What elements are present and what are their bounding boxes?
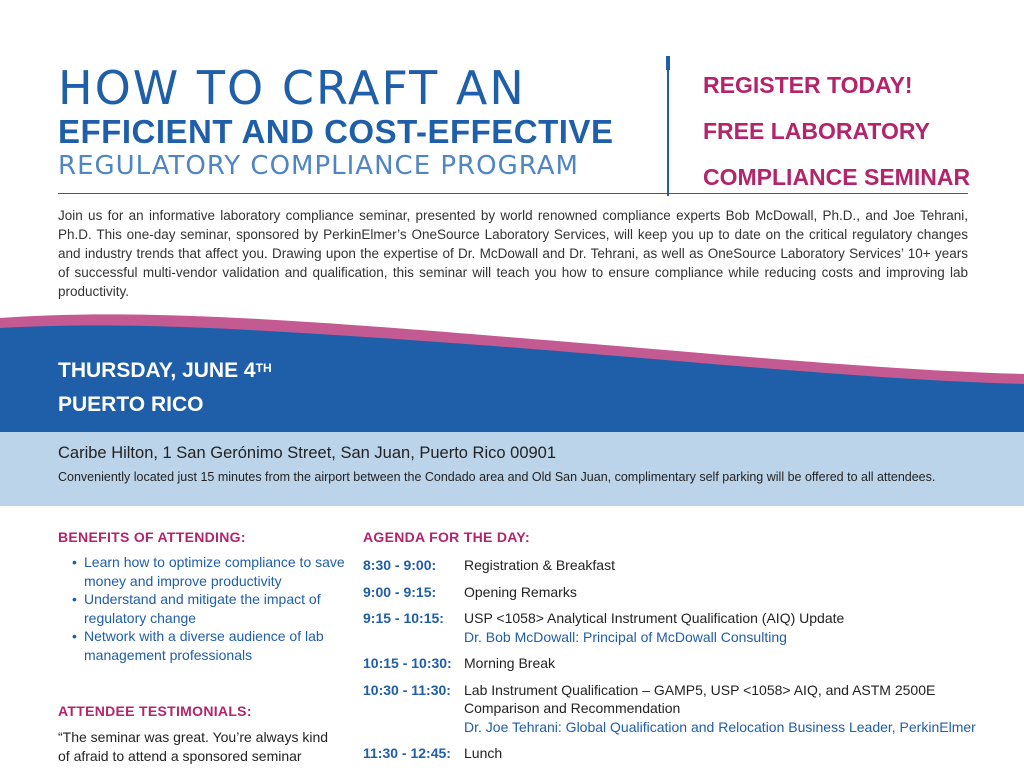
title-divider-cap bbox=[666, 56, 670, 70]
agenda-title: Registration & Breakfast bbox=[464, 557, 615, 573]
title-block bbox=[58, 62, 648, 182]
benefit-item: • Understand and mitigate the impact of regulatory change bbox=[70, 590, 350, 627]
agenda-item bbox=[363, 583, 1003, 602]
testimonials-heading: ATTENDEE TESTIMONIALS: bbox=[58, 703, 252, 719]
agenda-time: 8:30 - 9:00: bbox=[363, 557, 437, 573]
agenda-detail bbox=[464, 609, 844, 646]
date-suffix: TH bbox=[255, 361, 272, 375]
agenda-item bbox=[363, 744, 1003, 763]
benefit-item: • Network with a diverse audience of lab management professionals bbox=[70, 627, 350, 664]
title-line-2: EFFICIENT AND COST-EFFECTIVE bbox=[58, 113, 614, 150]
event-location: PUERTO RICO bbox=[58, 393, 204, 416]
event-date: THURSDAY, JUNE 4TH bbox=[58, 359, 272, 382]
agenda-item bbox=[363, 556, 1003, 575]
agenda-title: Opening Remarks bbox=[464, 583, 577, 600]
agenda-time: 10:30 - 11:30: bbox=[363, 681, 451, 698]
promo-free-lab: FREE LABORATORY bbox=[703, 118, 931, 144]
title-line-3: REGULATORY COMPLIANCE PROGRAM bbox=[58, 151, 579, 181]
promo-seminar: COMPLIANCE SEMINAR bbox=[703, 164, 971, 190]
benefits-heading: BENEFITS OF ATTENDING: bbox=[58, 529, 246, 545]
title-line-1: HOW TO CRAFT AN bbox=[58, 61, 526, 115]
agenda-time: 11:30 - 12:45: bbox=[363, 745, 451, 761]
agenda-speaker: Dr. Joe Tehrani: Global Qualification and Relocation Business Leader, PerkinElmer bbox=[464, 718, 976, 735]
agenda-list bbox=[363, 556, 1003, 768]
venue-address: Caribe Hilton, 1 San Gerónimo Street, San Juan, Puerto Rico 00901 bbox=[58, 444, 557, 462]
testimonial-quote: “The seminar was great. You’re always kind of afraid to attend a sponsored seminar bbox=[58, 729, 329, 764]
venue-note: Conveniently located just 15 minutes from the airport between the Condado area and Old San Juan, complimentary self parking will be offered to all attendees. bbox=[58, 470, 936, 484]
title-divider-vertical bbox=[667, 56, 669, 196]
agenda-heading: AGENDA FOR THE DAY: bbox=[363, 529, 530, 545]
agenda-title: USP <1058> Analytical Instrument Qualification (AIQ) Update bbox=[464, 610, 845, 626]
agenda-title: Lunch bbox=[464, 745, 503, 761]
agenda-speaker: Dr. Bob McDowall: Principal of McDowall Consulting bbox=[464, 628, 787, 645]
agenda-time: 9:15 - 10:15: bbox=[363, 610, 444, 626]
benefit-item: • Learn how to optimize compliance to save money and improve productivity bbox=[70, 553, 350, 590]
agenda-title: Morning Break bbox=[464, 655, 556, 671]
benefits-list bbox=[70, 553, 350, 664]
agenda-time: 9:00 - 9:15: bbox=[363, 583, 437, 600]
agenda-time: 10:15 - 10:30: bbox=[363, 655, 452, 671]
agenda-item bbox=[363, 654, 1003, 673]
promo-register: REGISTER TODAY! bbox=[703, 72, 913, 98]
agenda-item bbox=[363, 609, 1003, 646]
agenda-title: Lab Instrument Qualification – GAMP5, USP <1058> AIQ, and ASTM 2500E Comparison and Recommendation bbox=[464, 681, 936, 716]
agenda-detail bbox=[464, 681, 1003, 737]
intro-paragraph: Join us for an informative laboratory compliance seminar, presented by world renowned compliance experts Bob McDowall, Ph.D., and Joe Tehrani, Ph.D. This one-day seminar, sponsored by PerkinElmer’s OneSource Laboratory Services, will keep you up to date on the critical regulatory changes and industry trends that affect you. Drawing upon the expertise of Dr. McDowall and Dr. Tehrani, as well as OneSource Laboratory Services’ 10+ years of successful multi-vendor validation and qualification, this seminar will teach you how to ensure compliance while reducing costs and improving lab productivity. bbox=[58, 208, 968, 299]
agenda-item bbox=[363, 681, 1003, 737]
promo-block bbox=[703, 62, 970, 200]
event-date-block bbox=[58, 354, 272, 422]
